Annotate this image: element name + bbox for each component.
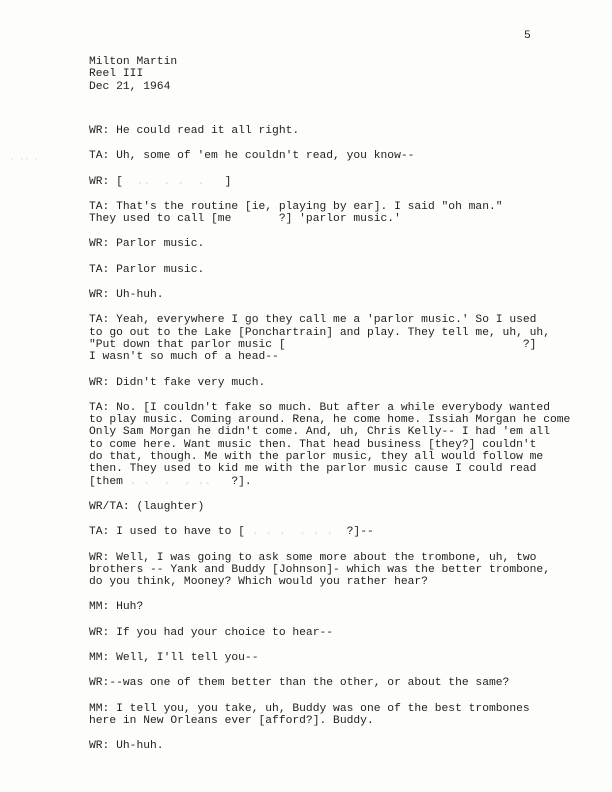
dialogue-line: TA: That's the routine [ie, playing by ear]. I said "oh man." xyxy=(89,200,503,213)
dialogue-line: WR: He could read it all right. xyxy=(89,125,300,137)
illegible-text: .. . . . xyxy=(122,175,225,188)
dialogue-paragraph xyxy=(89,314,609,363)
dialogue-line: WR: Well, I was going to ask some more about the trombone, uh, two xyxy=(89,551,537,564)
interview-date: Dec 21, 1964 xyxy=(89,80,171,93)
dialogue-line: WR: Didn't fake very much. xyxy=(89,376,266,389)
dialogue-line: WR:--was one of them better than the other, or about the same? xyxy=(89,677,510,690)
dialogue-line: WR: If you had your choice to hear-- xyxy=(89,626,334,639)
segment-text: ] xyxy=(224,175,232,188)
dialogue-paragraph xyxy=(89,150,609,162)
dialogue-line: TA: Parlor music. xyxy=(89,263,205,276)
dialogue-paragraph xyxy=(89,201,609,226)
dialogue-paragraph xyxy=(89,501,609,513)
dialogue-line: do that, though. Me with the parlor music, they all would follow me xyxy=(89,451,544,464)
dialogue-line: to play music. Coming around. Rena, he come home. Issiah Morgan he come xyxy=(89,414,571,427)
dialogue-paragraph xyxy=(89,264,609,276)
illegible-text: . . . . .. xyxy=(122,475,232,488)
dialogue-paragraph xyxy=(89,703,609,728)
interviewee-name: Milton Martin xyxy=(89,56,178,68)
dialogue-line: I wasn't so much of a head-- xyxy=(89,351,279,364)
dialogue-line: brothers -- Yank and Buddy [Johnson]- which was the better trombone, xyxy=(89,563,550,576)
dialogue-paragraph xyxy=(89,526,609,538)
dialogue-line xyxy=(89,476,609,488)
dialogue-line: MM: I tell you, you take, uh, Buddy was one of the best trombones xyxy=(89,702,530,715)
segment-text: ?]. xyxy=(231,475,252,488)
dialogue-line: do you think, Mooney? Which would you rather hear? xyxy=(89,576,428,589)
dialogue-paragraph xyxy=(89,652,609,664)
page-number: 5 xyxy=(524,30,531,42)
dialogue-paragraph xyxy=(89,740,609,752)
dialogue-line: here in New Orleans ever [afford?]. Buddy. xyxy=(89,714,374,727)
dialogue-paragraph xyxy=(89,125,609,137)
scan-speck: · ·· · xyxy=(10,155,39,164)
dialogue-paragraph xyxy=(89,238,609,250)
illegible-text: . . . . . . xyxy=(244,526,347,539)
dialogue-paragraph xyxy=(89,377,609,389)
transcript-header xyxy=(89,56,177,93)
segment-text: ?]-- xyxy=(346,526,374,539)
dialogue-line: then. They used to kid me with the parlor music cause I could read xyxy=(89,463,537,476)
dialogue-paragraph xyxy=(89,627,609,639)
dialogue-line xyxy=(89,176,609,188)
dialogue-line: to go out to the Lake [Ponchartrain] and play. They tell me, uh, uh, xyxy=(89,326,550,339)
transcript-body xyxy=(89,125,609,766)
dialogue-paragraph xyxy=(89,402,609,488)
dialogue-paragraph xyxy=(89,289,609,301)
segment-text: [them xyxy=(89,475,123,488)
dialogue-line: Only Sam Morgan he didn't come. And, uh, Chris Kelly-- I had 'em all xyxy=(89,426,550,439)
dialogue-line: WR: Uh-huh. xyxy=(89,289,164,302)
reel-label: Reel III xyxy=(89,68,144,81)
dialogue-paragraph xyxy=(89,601,609,613)
dialogue-line: WR: Uh-huh. xyxy=(89,740,164,753)
dialogue-line: WR/TA: (laughter) xyxy=(89,500,205,513)
dialogue-paragraph xyxy=(89,677,609,689)
dialogue-line: "Put down that parlor music [ ?] xyxy=(89,338,537,351)
dialogue-line xyxy=(89,526,609,538)
segment-text: WR: [ xyxy=(89,175,123,188)
dialogue-line: to come here. Want music then. That head business [they?] couldn't xyxy=(89,438,537,451)
segment-text: TA: I used to have to [ xyxy=(89,526,245,539)
dialogue-paragraph xyxy=(89,176,609,188)
dialogue-line: TA: Yeah, everywhere I go they call me a 'parlor music.' So I used xyxy=(89,314,537,327)
dialogue-line: TA: Uh, some of 'em he couldn't read, you know-- xyxy=(89,150,415,163)
dialogue-paragraph xyxy=(89,552,609,589)
dialogue-line: They used to call [me ?] 'parlor music.' xyxy=(89,213,401,226)
dialogue-line: TA: No. [I couldn't fake so much. But after a while everybody wanted xyxy=(89,401,550,414)
dialogue-line: WR: Parlor music. xyxy=(89,238,205,251)
dialogue-line: MM: Huh? xyxy=(89,601,144,614)
dialogue-line: MM: Well, I'll tell you-- xyxy=(89,652,259,665)
